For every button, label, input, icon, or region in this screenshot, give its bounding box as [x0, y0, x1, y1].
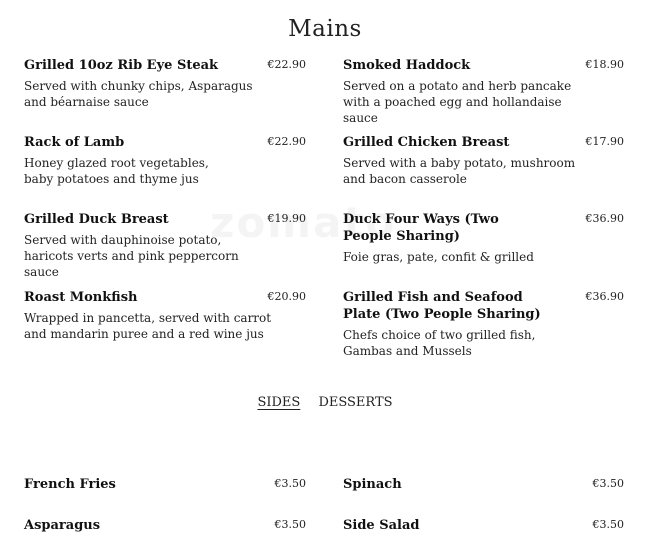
- side-item: [24, 476, 306, 496]
- tab-sides[interactable]: SIDES: [257, 395, 301, 410]
- menu-item: [24, 289, 306, 349]
- item-description: Served with dauphinoise potato, haricots verts and pink peppercorn sauce: [24, 233, 239, 279]
- item-price: €19.90: [267, 212, 306, 225]
- menu-item: [24, 57, 306, 117]
- item-price: €3.50: [274, 518, 306, 531]
- item-price: €22.90: [267, 135, 306, 148]
- item-price: €3.50: [274, 477, 306, 490]
- item-name: Roast Monkfish: [24, 290, 138, 305]
- side-item: [24, 517, 306, 537]
- item-price: €3.50: [592, 518, 624, 531]
- item-description: Served on a potato and herb pancake with a poached egg and hollandaise sauce: [343, 79, 572, 125]
- menu-item: [343, 134, 624, 194]
- item-price: €17.90: [585, 135, 624, 148]
- item-name: French Fries: [24, 477, 116, 492]
- item-price: €18.90: [585, 58, 624, 71]
- item-name: Side Salad: [343, 518, 420, 533]
- menu-item: [343, 289, 624, 364]
- item-price: €20.90: [267, 290, 306, 303]
- item-price: €3.50: [592, 477, 624, 490]
- menu-item: [24, 134, 306, 194]
- item-price: €22.90: [267, 58, 306, 71]
- item-description: Served with chunky chips, Asparagus and béarnaise sauce: [24, 79, 253, 109]
- item-name: Grilled Duck Breast: [24, 212, 169, 227]
- menu-item: [343, 57, 624, 125]
- item-name: Grilled Chicken Breast: [343, 135, 510, 150]
- menu-category-tabs: [0, 395, 650, 410]
- item-name: Asparagus: [24, 518, 101, 533]
- menu-item: [24, 211, 306, 279]
- item-name: Smoked Haddock: [343, 58, 471, 73]
- tab-desserts[interactable]: DESSERTS: [318, 395, 393, 410]
- item-name: Spinach: [343, 477, 402, 492]
- item-description: Foie gras, pate, confit & grilled: [343, 250, 534, 264]
- item-description: Served with a baby potato, mushroom and bacon casserole: [343, 156, 576, 186]
- side-item: [343, 517, 624, 537]
- side-item: [343, 476, 624, 496]
- item-name: Grilled Fish and Seafood Plate (Two People Sharing): [343, 290, 541, 322]
- item-description: Chefs choice of two grilled fish, Gambas and Mussels: [343, 328, 536, 358]
- item-price: €36.90: [585, 290, 624, 303]
- menu-item: [343, 211, 624, 271]
- item-description: Wrapped in pancetta, served with carrot and mandarin puree and a red wine jus: [24, 311, 272, 341]
- item-name: Duck Four Ways (Two People Sharing): [343, 212, 499, 244]
- item-name: Grilled 10oz Rib Eye Steak: [24, 58, 219, 73]
- item-price: €36.90: [585, 212, 624, 225]
- section-title: Mains: [288, 16, 362, 42]
- item-name: Rack of Lamb: [24, 135, 125, 150]
- item-description: Honey glazed root vegetables, baby potatoes and thyme jus: [24, 156, 209, 186]
